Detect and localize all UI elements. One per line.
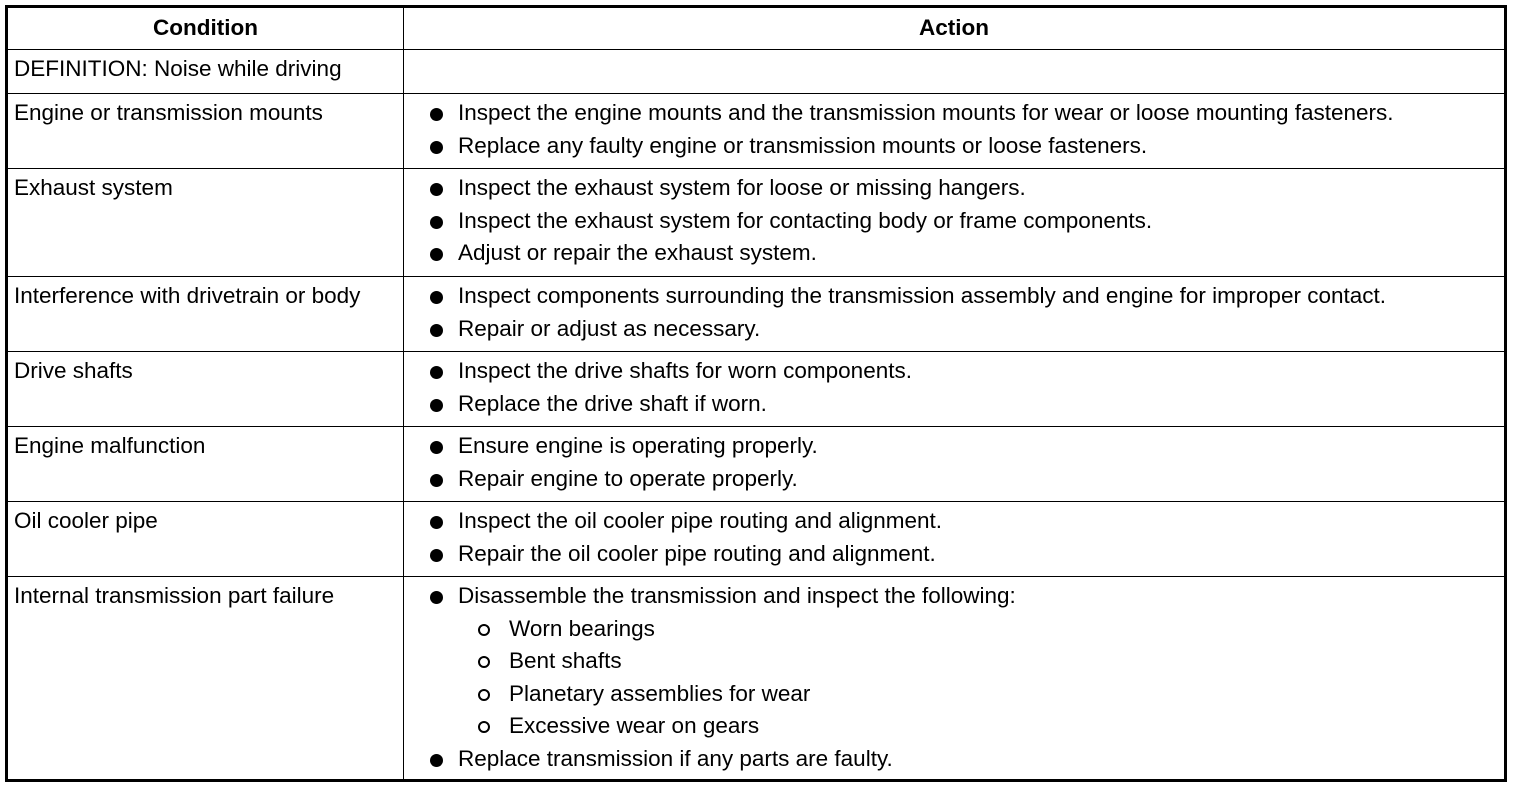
header-row bbox=[7, 7, 1506, 50]
bullet-item: Inspect the exhaust system for loose or missing hangers. bbox=[427, 172, 1504, 205]
bullet-item: Inspect components surrounding the transmission assembly and engine for improper contact. bbox=[427, 280, 1504, 313]
condition-header: Condition bbox=[7, 7, 404, 50]
action-cell bbox=[404, 577, 1506, 781]
action-header: Action bbox=[404, 7, 1506, 50]
diagnostic-table bbox=[5, 5, 1507, 782]
action-cell bbox=[404, 169, 1506, 277]
action-cell bbox=[404, 502, 1506, 577]
bullet-item: Replace any faulty engine or transmission mounts or loose fasteners. bbox=[427, 130, 1504, 163]
table-row bbox=[7, 352, 1506, 427]
table-row bbox=[7, 577, 1506, 781]
action-cell bbox=[404, 352, 1506, 427]
bullet-item: Inspect the exhaust system for contacting body or frame components. bbox=[427, 205, 1504, 238]
sub-bullet-item: Excessive wear on gears bbox=[427, 710, 1504, 743]
bullet-item: Ensure engine is operating properly. bbox=[427, 430, 1504, 463]
condition-cell: Oil cooler pipe bbox=[7, 502, 404, 577]
bullet-item: Repair engine to operate properly. bbox=[427, 463, 1504, 496]
condition-cell: Exhaust system bbox=[7, 169, 404, 277]
action-cell bbox=[404, 94, 1506, 169]
bullet-item: Repair or adjust as necessary. bbox=[427, 313, 1504, 346]
sub-bullet-item: Bent shafts bbox=[427, 645, 1504, 678]
table-row bbox=[7, 277, 1506, 352]
condition-cell: Interference with drivetrain or body bbox=[7, 277, 404, 352]
condition-cell: Internal transmission part failure bbox=[7, 577, 404, 781]
bullet-item: Replace transmission if any parts are faulty. bbox=[427, 743, 1504, 776]
bullet-item: Inspect the oil cooler pipe routing and alignment. bbox=[427, 505, 1504, 538]
definition-row bbox=[7, 50, 1506, 94]
sub-bullet-item: Planetary assemblies for wear bbox=[427, 678, 1504, 711]
condition-cell: Engine or transmission mounts bbox=[7, 94, 404, 169]
condition-cell: Drive shafts bbox=[7, 352, 404, 427]
action-cell bbox=[404, 277, 1506, 352]
definition-text: DEFINITION: Noise while driving bbox=[7, 50, 404, 94]
bullet-item: Replace the drive shaft if worn. bbox=[427, 388, 1504, 421]
bullet-item: Disassemble the transmission and inspect the following: bbox=[427, 580, 1504, 613]
condition-cell: Engine malfunction bbox=[7, 427, 404, 502]
action-cell bbox=[404, 427, 1506, 502]
sub-bullet-item: Worn bearings bbox=[427, 613, 1504, 646]
bullet-item: Inspect the engine mounts and the transmission mounts for wear or loose mounting fasteners. bbox=[427, 97, 1504, 130]
table-row bbox=[7, 427, 1506, 502]
table-row bbox=[7, 502, 1506, 577]
table-row bbox=[7, 169, 1506, 277]
bullet-item: Repair the oil cooler pipe routing and alignment. bbox=[427, 538, 1504, 571]
bullet-item: Adjust or repair the exhaust system. bbox=[427, 237, 1504, 270]
definition-empty-cell bbox=[404, 50, 1506, 94]
bullet-item: Inspect the drive shafts for worn components. bbox=[427, 355, 1504, 388]
table-row bbox=[7, 94, 1506, 169]
